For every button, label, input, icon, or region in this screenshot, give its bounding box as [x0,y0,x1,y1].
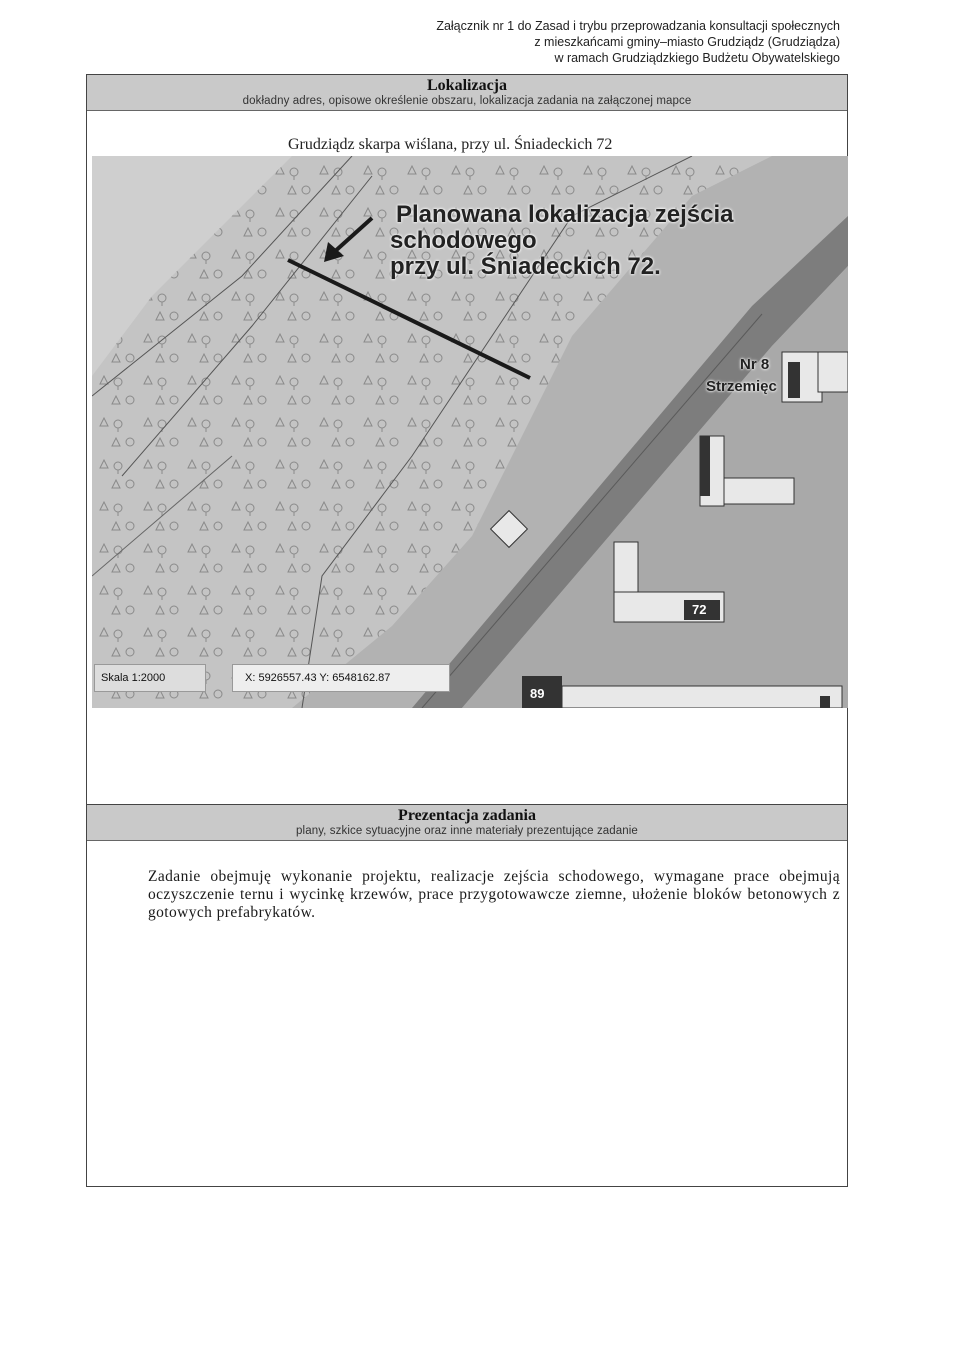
map-annotation-line-1: Planowana lokalizacja zejścia [396,201,734,228]
header-line-2: z mieszkańcami gminy–miasto Grudziądz (Grudziądza) [534,35,840,49]
building-number-89: 89 [530,686,545,701]
presentation-title: Prezentacja zadania [398,807,536,824]
map-coordinates: X: 5926557.43 Y: 6548162.87 [232,664,450,692]
task-description: Zadanie obejmuję wykonanie projektu, realizacje zejścia schodowego, wymagane prace obejmują oczyszczenie ternu i wycinkę krzewów, prace przygotowawcze ziemne, ułożenie bloków betonowych z gotowych prefabrykatów. [148,868,840,921]
location-title: Lokalizacja [427,77,507,94]
map-annotation-line-3: przy ul. Śniadeckich 72. [390,253,661,280]
attachment-header [320,18,840,66]
location-section-header [87,75,847,111]
header-line-1: Załącznik nr 1 do Zasad i trybu przeprowadzania konsultacji społecznych [436,19,840,33]
building-number-72: 72 [692,602,707,617]
presentation-subtitle: plany, szkice sytuacyjne oraz inne materiały prezentujące zadanie [296,825,638,837]
map-annotation-line-2: schodowego [390,227,537,254]
header-line-3: w ramach Grudziądzkiego Budżetu Obywatelskiego [554,51,840,65]
location-address: Grudziądz skarpa wiślana, przy ul. Śniadeckich 72 [288,136,613,153]
location-map [92,156,848,708]
map-scale: Skala 1:2000 [94,664,206,692]
presentation-section-header [87,805,847,841]
location-subtitle: dokładny adres, opisowe określenie obszaru, lokalizacja zadania na załączonej mapce [242,95,692,107]
presentation-frame [86,804,848,1187]
street-name-label: Strzemięc [706,378,777,395]
street-number-label: Nr 8 [740,356,770,373]
